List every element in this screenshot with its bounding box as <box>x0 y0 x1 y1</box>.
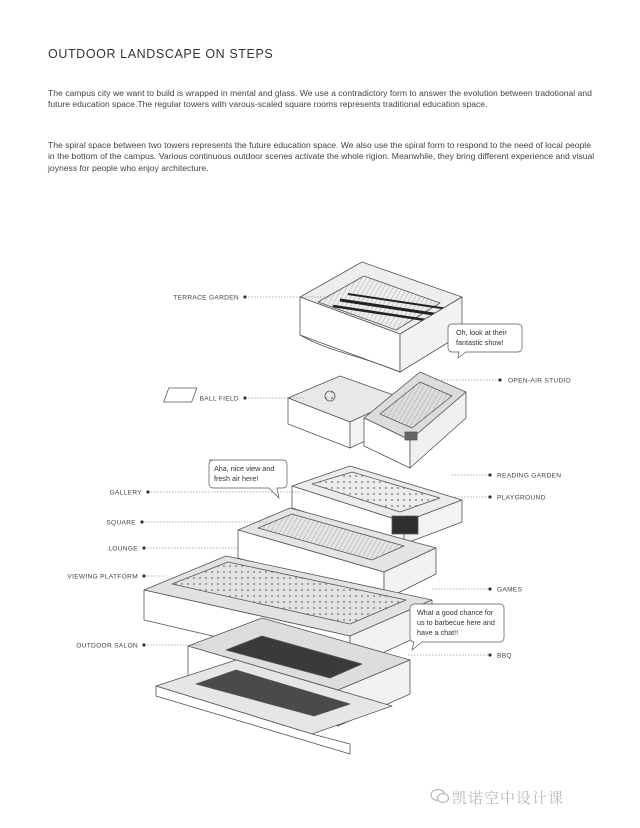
label-terrace-garden: TERRACE GARDEN <box>173 294 239 302</box>
label-outdoor-salon: OUTDOOR SALON <box>76 642 138 650</box>
bubble-view-line-2: fresh air here! <box>214 474 259 483</box>
label-open-air-studio: OPEN-AIR STUDIO <box>508 377 572 385</box>
page-title: OUTDOOR LANDSCAPE ON STEPS <box>48 47 274 61</box>
bubble-show <box>448 324 522 358</box>
bubble-bbq-line-3: have a chat!! <box>417 628 459 637</box>
label-viewing-platform: VIEWING PLATFORM <box>67 573 138 581</box>
bubble-bbq-line-2: us to barbecue here and <box>417 618 495 627</box>
label-games: GAMES <box>497 586 523 594</box>
label-ball-field: BALL FIELD <box>199 395 239 403</box>
open-air-studio-block <box>364 372 466 468</box>
bubble-show-line-1: Oh, look at their <box>456 328 507 337</box>
label-playground: PLAYGROUND <box>497 494 546 502</box>
intro-paragraph-1: The campus city we want to build is wrapped in mental and glass. We use a contradictory form to answer the evolution between tradotional and future education space.The regular towers with varous-scaled square rooms represents traditional education space. <box>48 88 592 110</box>
label-reading-garden: READING GARDEN <box>497 472 562 480</box>
label-gallery: GALLERY <box>109 489 142 497</box>
terrace-garden-block <box>300 262 462 372</box>
watermark: 凯诺空中设计课 <box>452 789 565 807</box>
label-square: SQUARE <box>106 519 136 527</box>
bubble-show-line-2: fantastic show! <box>456 338 504 347</box>
label-lounge: LOUNGE <box>108 545 138 553</box>
wechat-icon <box>430 788 450 804</box>
bubble-bbq-line-1: What a good chance for <box>417 608 494 617</box>
intro-paragraph-2: The spiral space between two towers represents the future education space. We also use the spiral form to respond to the need of local people in the bottom of the campus. Various continuous outdoor scenes activate the whole rigion. Meanwhile, they bring different experience and visual joyness for people who enjoy architecture. <box>48 140 595 173</box>
bubble-view-line-1: Aha, nice view and <box>214 464 275 473</box>
label-bbq: BBQ <box>497 652 512 660</box>
bubble-bbq <box>410 604 504 650</box>
